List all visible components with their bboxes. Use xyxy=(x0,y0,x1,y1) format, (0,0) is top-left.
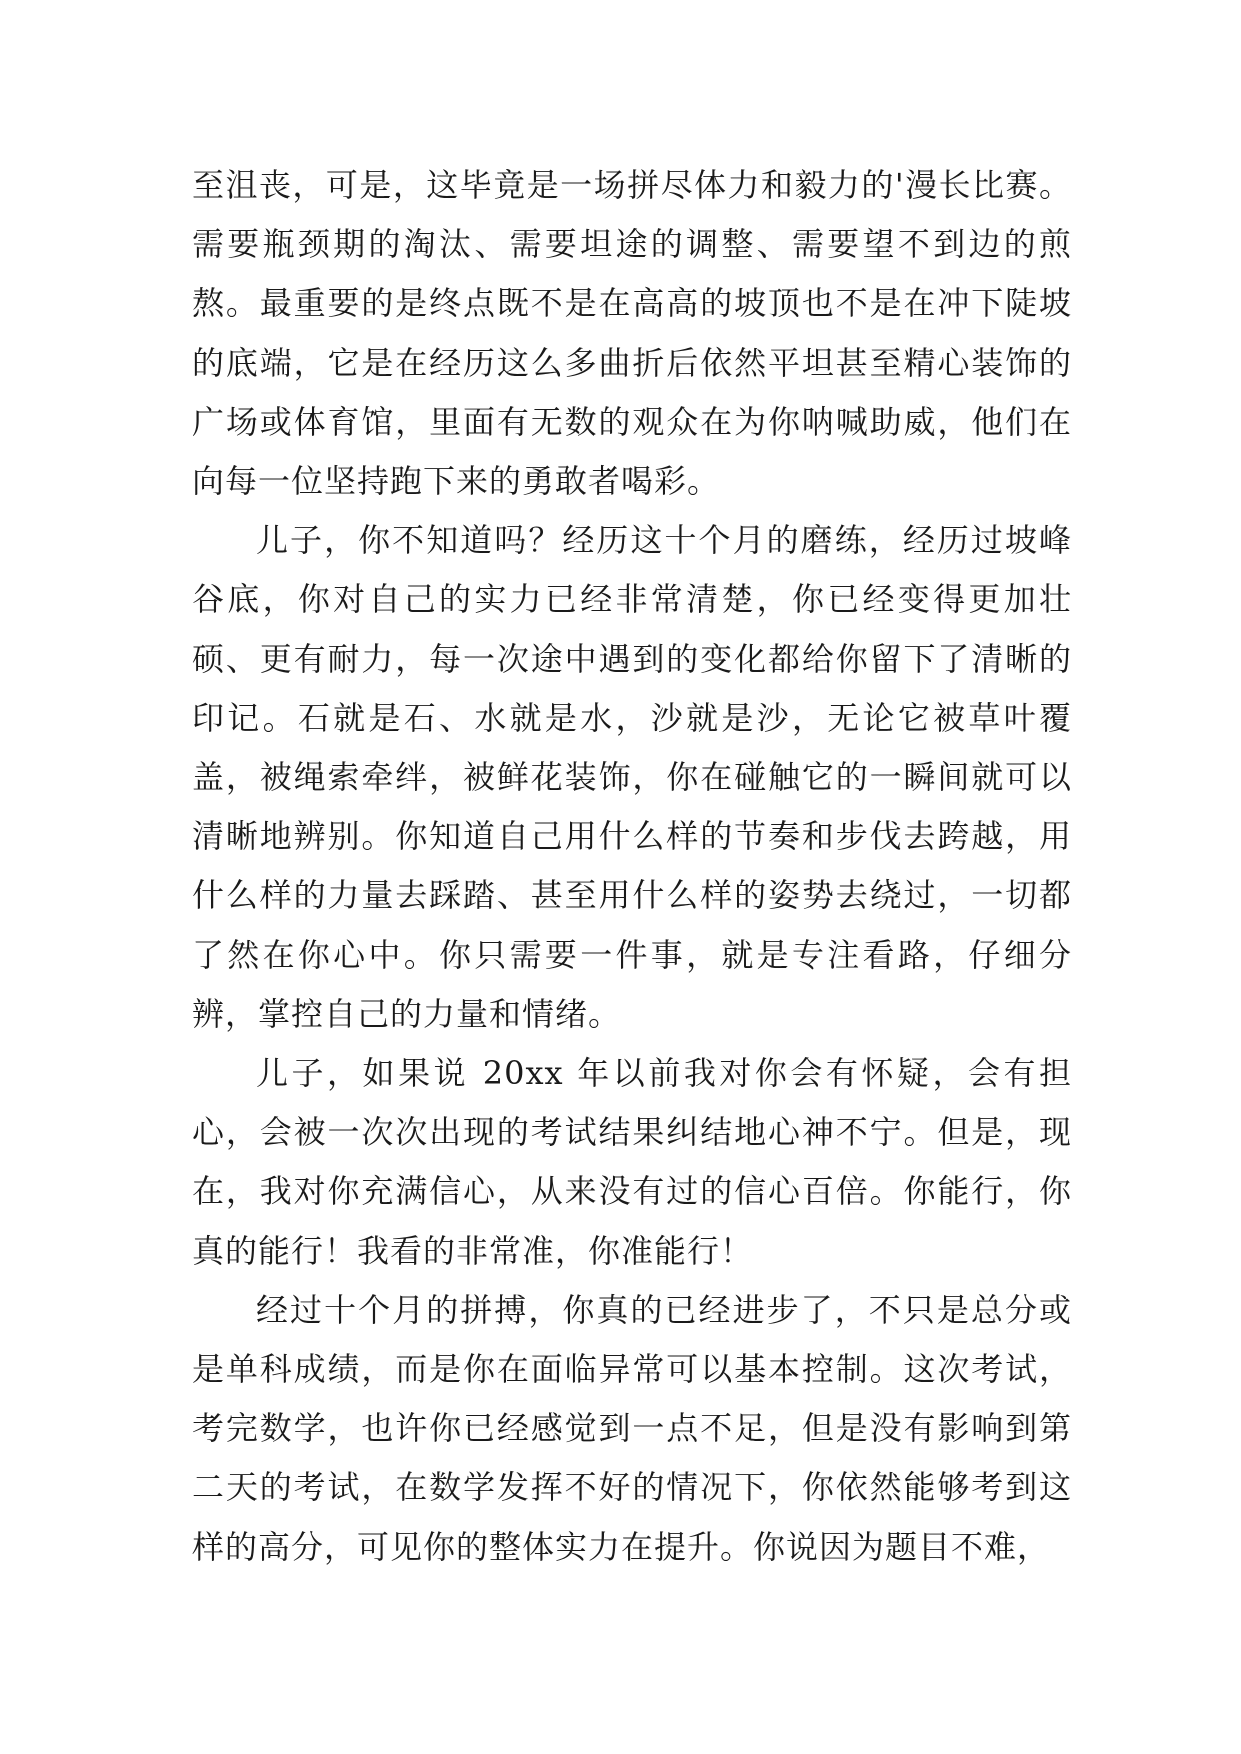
paragraph-2: 儿子，你不知道吗？经历这十个月的磨练，经历过坡峰谷底，你对自己的实力已经非常清楚，你已经变得更加壮硕、更有耐力，每一次途中遇到的变化都给你留下了清晰的印记。石就是石、水就是水，沙就是沙，无论它被草叶覆盖，被绳索牵绊，被鲜花装饰，你在碰触它的一瞬间就可以清晰地辨别。你知道自己用什么样的节奏和步伐去跨越，用什么样的力量去踩踏、甚至用什么样的姿势去绕过，一切都了然在你心中。你只需要一件事，就是专注看路，仔细分辨，掌控自己的力量和情绪。 xyxy=(192,521,1072,1033)
document-body xyxy=(192,156,1072,1577)
paragraph-4: 经过十个月的拼搏，你真的已经进步了，不只是总分或是单科成绩，而是你在面临异常可以基本控制。这次考试，考完数学，也许你已经感觉到一点不足，但是没有影响到第二天的考试，在数学发挥不好的情况下，你依然能够考到这样的高分，可见你的整体实力在提升。你说因为题目不难， xyxy=(192,1290,1072,1566)
paragraph-1: 至沮丧，可是，这毕竟是一场拼尽体力和毅力的'漫长比赛。需要瓶颈期的淘汰、需要坦途的调整、需要望不到边的煎熬。最重要的是终点既不是在高高的坡顶也不是在冲下陡坡的底端，它是在经历这么多曲折后依然平坦甚至精心装饰的广场或体育馆，里面有无数的观众在为你呐喊助威，他们在向每一位坚持跑下来的勇敢者喝彩。 xyxy=(192,166,1072,501)
paragraph-3: 儿子，如果说 20xx 年以前我对你会有怀疑，会有担心，会被一次次出现的考试结果纠结地心神不宁。但是，现在，我对你充满信心，从来没有过的信心百倍。你能行，你真的能行！我看的非常准，你准能行！ xyxy=(192,1054,1072,1270)
